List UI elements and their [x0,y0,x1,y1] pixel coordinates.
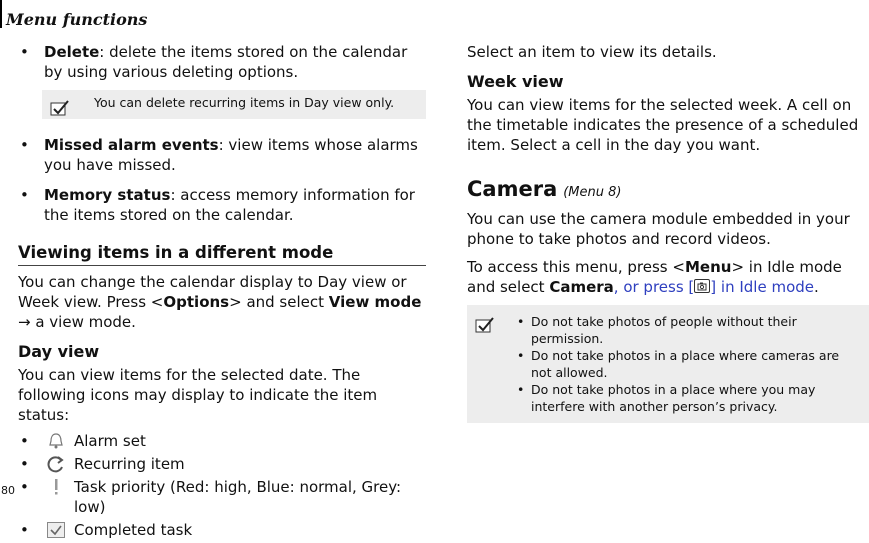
section-paragraph [18,272,426,332]
bullet: • [20,186,29,204]
icon-label: Task priority (Red: high, Blue: normal, Grey: low) [74,478,402,516]
text: > in Idle mode and select [467,258,842,296]
bullet-label: Memory status [44,186,171,204]
note-check-icon [475,317,495,333]
list-item [18,477,426,517]
text: , or press [ [613,278,695,296]
page-number: 80 [1,484,15,497]
bullet-label: Delete [44,43,100,61]
note-list [517,313,861,415]
icon-label: Recurring item [74,455,185,473]
note-text: Do not take photos in a place where you may interfere with another person’s privacy. [531,382,816,414]
bullet: • [20,43,29,61]
text: You can change the calendar display to Day view or Week view. Press < [18,273,407,311]
recurring-icon [46,455,66,473]
text: To access this menu, press < [467,258,685,276]
camera-heading [467,177,869,201]
note-item [517,313,861,347]
text: > and select [229,293,329,311]
text: → a view mode. [18,313,136,331]
status-icon-list [18,431,426,540]
bullet-text: : delete the items stored on the calendar by using various deleting options. [44,43,408,81]
left-column [18,42,426,543]
day-view-paragraph: You can view items for the selected date. The following icons may display to indicate the item status: [18,366,378,424]
icon-label: Completed task [74,521,193,539]
bullet-text: : access memory information for the items stored on the calendar. [44,186,415,224]
icon-label: Alarm set [74,432,146,450]
list-item [18,135,426,175]
bullet: • [20,455,29,473]
list-item [18,431,426,451]
bullet: • [20,136,29,154]
bullet: • [20,521,29,539]
menu-key: Menu [684,258,732,276]
camera-key-icon [694,279,710,293]
header-bar [0,0,2,28]
note-box [42,90,426,119]
menu-number: (Menu 8) [563,185,622,200]
bullet: • [517,314,525,329]
list-item [18,185,426,225]
bullet-label: Missed alarm events [44,136,219,154]
camera-label: Camera [549,278,614,296]
alarm-bell-icon [46,432,66,450]
list-item [18,520,426,540]
bullet: • [517,348,525,363]
subheading-week-view: Week view [467,72,564,91]
text: . [814,278,819,296]
right-column [467,42,869,423]
bullet: • [20,432,29,450]
select-item-paragraph: Select an item to view its details. [467,43,717,61]
note-check-icon [50,100,70,116]
list-item [18,454,426,474]
note-text: You can delete recurring items in Day view only. [94,95,395,110]
access-paragraph [467,257,869,297]
bullet-text: : view items whose alarms you have missed. [44,136,418,174]
completed-task-icon [46,521,66,539]
subheading-day-view: Day view [18,342,100,361]
note-box [467,305,869,423]
note-text: Do not take photos in a place where cameras are not allowed. [531,348,840,380]
camera-title: Camera [467,177,558,201]
camera-paragraph: You can use the camera module embedded in your phone to take photos and record videos. [467,210,850,248]
view-mode-label: View mode [328,293,422,311]
list-item [18,42,426,82]
note-item [517,347,861,381]
bullet: • [517,382,525,397]
page-header-title: Menu functions [6,10,148,29]
text: ] in Idle mode [710,278,814,296]
week-view-paragraph: You can view items for the selected week. A cell on the timetable indicates the presence of a scheduled item. Select a cell in the day you want. [467,96,859,154]
section-heading: Viewing items in a different mode [18,243,426,266]
note-text: Do not take photos of people without their permission. [531,314,797,346]
bullet: • [20,478,29,496]
options-key: Options [163,293,230,311]
note-item [517,381,861,415]
priority-icon [46,478,66,496]
